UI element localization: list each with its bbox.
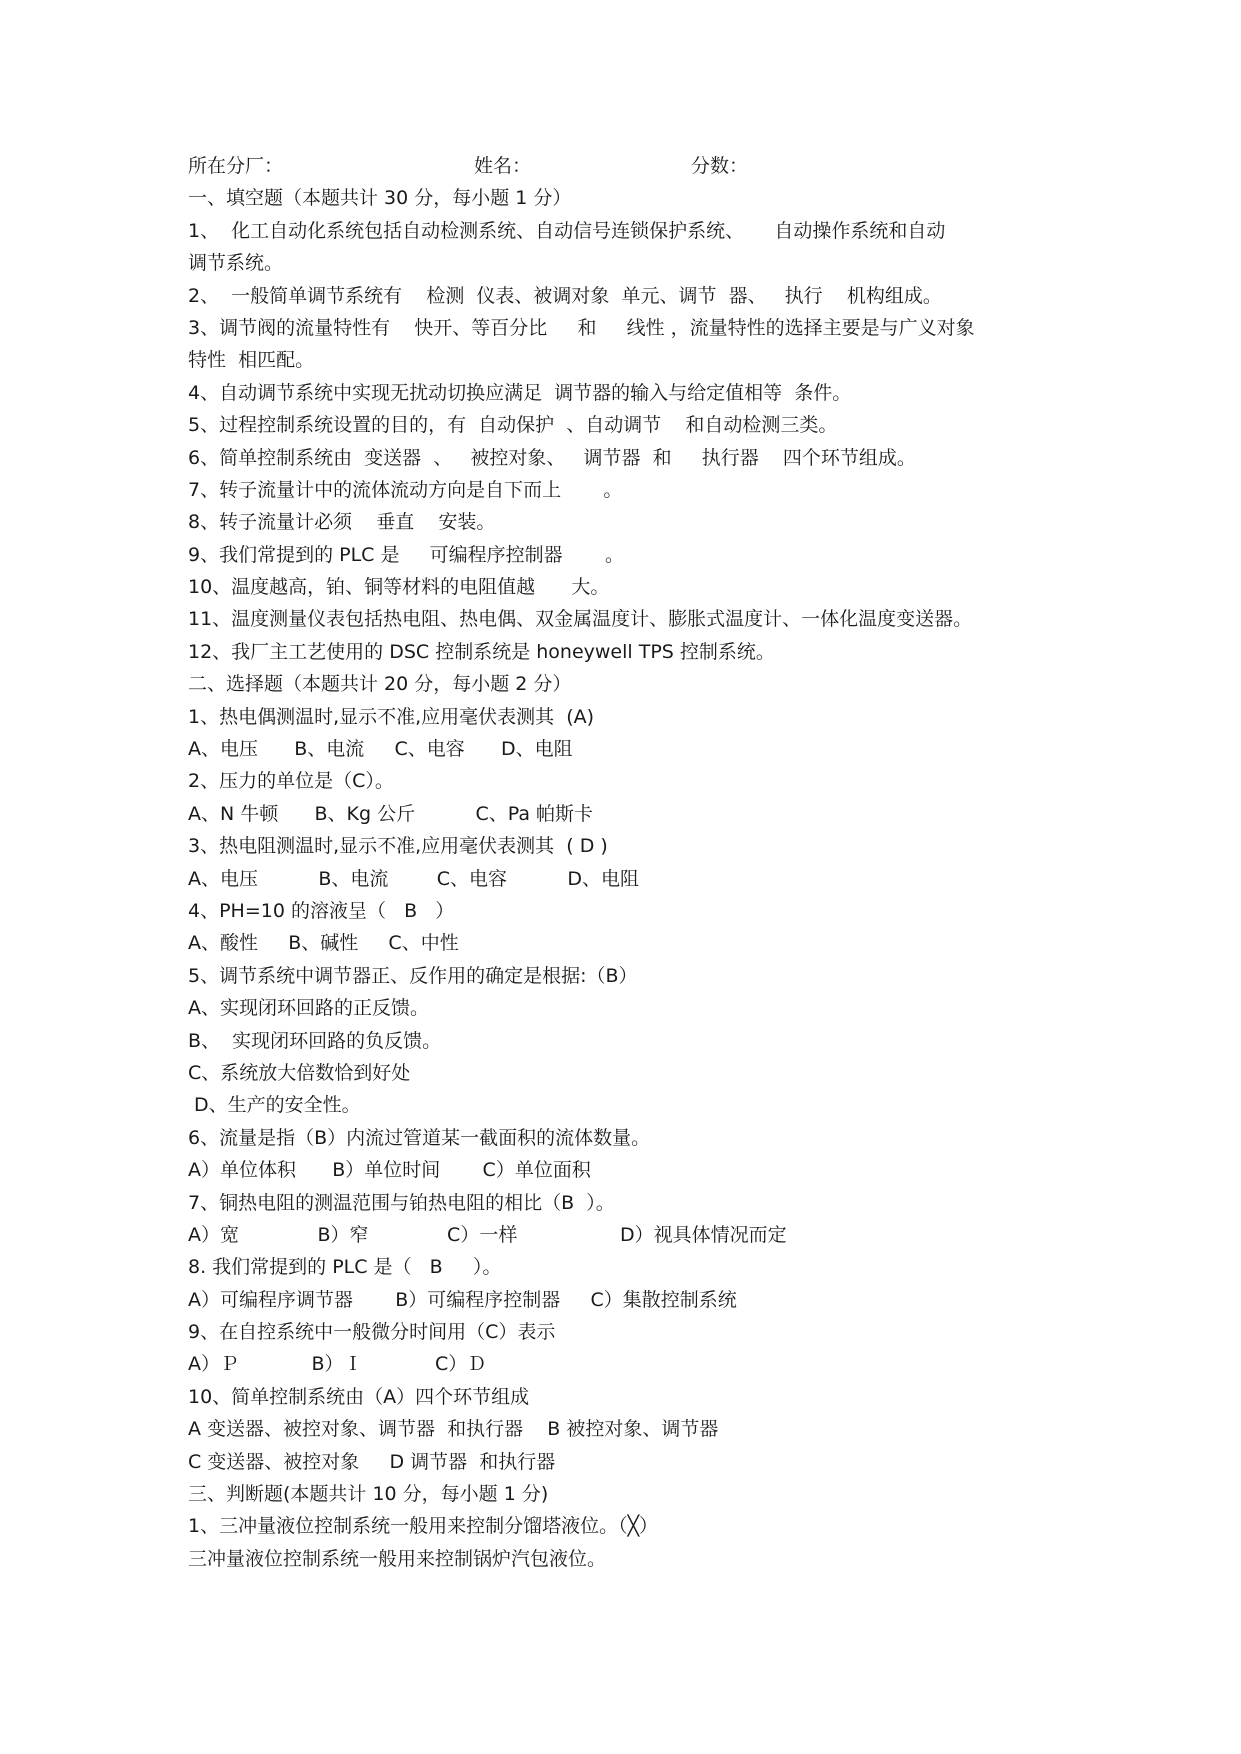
text-line: A）可编程序调节器 B）可编程序控制器 C）集散控制系统 [188,1288,737,1311]
text-line: 3、热电阻测温时,显示不准,应用毫伏表测其 ( D ) [188,835,608,858]
name-label: 姓名： [474,155,532,177]
question-lines [188,182,1068,1575]
text-line: 6、简单控制系统由 变送器 、 被控对象、 调节器 和 执行器 四个环节组成。 [188,446,916,469]
text-line: A、N 牛顿 B、Kg 公斤 C、Pa 帕斯卡 [188,802,594,825]
text-line: B、 实现闭环回路的负反馈。 [188,1029,442,1052]
text-line: C 变送器、被控对象 D 调节器 和执行器 [188,1450,556,1473]
text-line: 9、在自控系统中一般微分时间用（C）表示 [188,1321,556,1344]
text-line: A、电压 B、电流 C、电容 D、电阻 [188,738,573,761]
text-line: A）Ｐ B）Ｉ C）Ｄ [188,1353,487,1376]
text-line: 2、压力的单位是（C）。 [188,770,394,793]
text-line: 特性 相匹配。 [188,349,315,372]
text-line: 8. 我们常提到的 PLC 是（ B ）。 [188,1256,502,1279]
text-line: 10、简单控制系统由（A）四个环节组成 [188,1385,530,1408]
text-line: 10、温度越高，铂、铜等材料的电阻值越 大。 [188,576,610,599]
text-line: 2、 一般简单调节系统有 检测 仪表、被调对象 单元、调节 器、 执行 机构组成。 [188,284,942,307]
text-line: 5、过程控制系统设置的目的，有 自动保护 、自动调节 和自动检测三类。 [188,414,838,437]
text-line: 1、热电偶测温时,显示不准,应用毫伏表测其 (A) [188,705,595,728]
text-line: A）单位体积 B）单位时间 C）单位面积 [188,1159,591,1182]
text-line: A、实现闭环回路的正反馈。 [188,997,429,1020]
text-line: 7、铜热电阻的测温范围与铂热电阻的相比（B ）。 [188,1191,615,1214]
text-line: 3、调节阀的流量特性有 快开、等百分比 和 线性 ，流量特性的选择主要是与广义对象 [188,316,975,339]
text-line: 12、我厂主工艺使用的 DSC 控制系统是 honeywell TPS 控制系统。 [188,640,775,663]
text-line: 三冲量液位控制系统一般用来控制锅炉汽包液位。 [188,1547,607,1570]
text-line: A、酸性 B、碱性 C、中性 [188,932,459,955]
text-line: 7、转子流量计中的流体流动方向是自下而上 。 [188,478,623,501]
text-line: A）宽 B）窄 C）一样 D）视具体情况而定 [188,1223,787,1246]
text-line: 5、调节系统中调节器正、反作用的确定是根据:（B） [188,964,638,987]
text-line: D、生产的安全性。 [188,1094,361,1117]
text-line: A、电压 B、电流 C、电容 D、电阻 [188,867,640,890]
text-line: 1、 化工自动化系统包括自动检测系统、自动信号连锁保护系统、 自动操作系统和自动 [188,219,946,242]
text-line: 调节系统。 [188,252,284,275]
text-line: C、系统放大倍数恰到好处 [188,1061,411,1084]
exam-header [188,150,1068,182]
text-line: 6、流量是指（B）内流过管道某一截面积的流体数量。 [188,1126,651,1149]
text-line: 8、转子流量计必须 垂直 安装。 [188,511,496,534]
text-line: 二、选择题（本题共计 20 分，每小题 2 分） [188,673,572,696]
text-line: 1、三冲量液位控制系统一般用来控制分馏塔液位。（╳） [188,1515,659,1538]
text-line: 三、判断题(本题共计 10 分，每小题 1 分) [188,1483,549,1506]
text-line: 9、我们常提到的 PLC 是 可编程序控制器 。 [188,543,624,566]
document-body [188,150,1068,1575]
text-line: A 变送器、被控对象、调节器 和执行器 B 被控对象、调节器 [188,1418,719,1441]
branch-label: 所在分厂： [188,155,284,177]
text-line: 4、PH=10 的溶液呈（ B ） [188,899,455,922]
text-line: 11、温度测量仪表包括热电阻、热电偶、双金属温度计、膨胀式温度计、一体化温度变送器。 [188,608,973,631]
score-label: 分数： [691,155,749,177]
text-line: 4、自动调节系统中实现无扰动切换应满足 调节器的输入与给定值相等 条件。 [188,381,852,404]
text-line: 一、填空题（本题共计 30 分，每小题 1 分） [188,187,572,210]
